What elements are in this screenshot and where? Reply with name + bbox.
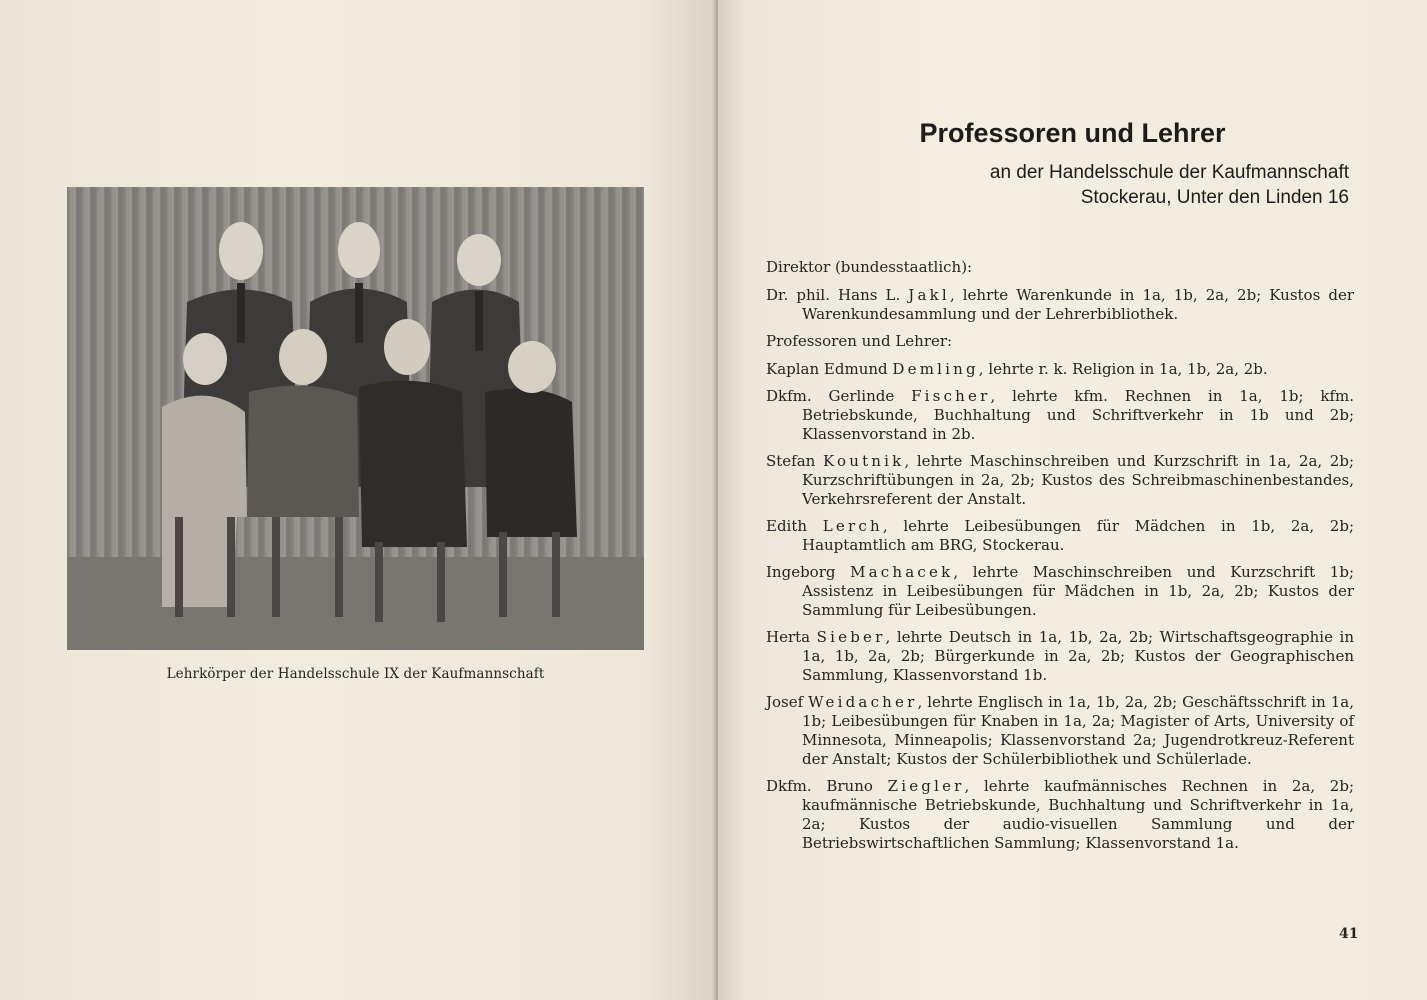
- staff-list: [766, 258, 1354, 861]
- director-label: Direktor (bundesstaatlich):: [766, 258, 973, 276]
- staff-entry: [766, 777, 1354, 853]
- entry-surname: Lerch: [822, 517, 883, 535]
- staff-group-photo: [67, 187, 644, 650]
- entry-text: , lehrte kaufmännisches Rechnen in 2a, 2b; kaufmännische Betriebskunde, Buchhaltung und Schriftverkehr in 1a, 2a; Kustos der audio-visuellen Sammlung und der Betriebswirtschaftlichen Sammlung; Klassenvorstand 1a.: [802, 777, 1354, 852]
- staff-entry: [766, 517, 1354, 555]
- entry-surname: Machacek: [850, 563, 954, 581]
- entry-prefix: Kaplan Edmund: [766, 360, 893, 378]
- page-title: Professoren und Lehrer: [919, 118, 1226, 148]
- entry-surname: Fischer: [911, 387, 991, 405]
- entry-prefix: Dkfm. Gerlinde: [766, 387, 912, 405]
- entry-text: , lehrte kfm. Rechnen in 1a, 1b; kfm. Betriebskunde, Buchhaltung und Schriftverkehr in 1b und 2b; Klassenvorstand in 2b.: [802, 387, 1354, 443]
- page-number: 41: [1339, 926, 1359, 942]
- staff-entry: [766, 452, 1354, 509]
- staff-label: Professoren und Lehrer:: [766, 332, 953, 350]
- page-subtitle-school: an der Handelsschule der Kaufmannschaft: [989, 162, 1349, 183]
- entry-prefix: Ingeborg: [766, 563, 851, 581]
- entry-surname: Koutnik: [822, 452, 905, 470]
- page-subtitle-address: Stockerau, Unter den Linden 16: [1080, 187, 1349, 208]
- staff-entry: [766, 360, 1354, 379]
- entry-text: , lehrte r. k. Religion in 1a, 1b, 2a, 2b.: [978, 360, 1268, 378]
- photo-caption: Lehrkörper der Handelsschule IX der Kaufmannschaft: [166, 666, 545, 682]
- entry-prefix: Josef: [766, 693, 809, 711]
- staff-entry: [766, 628, 1354, 685]
- entry-text: , lehrte Leibesübungen für Mädchen in 1b, 2a, 2b; Hauptamtlich am BRG, Stockerau.: [802, 517, 1354, 554]
- staff-entry: [766, 693, 1354, 769]
- entry-text: , lehrte Maschinschreiben und Kurzschrift 1b; Assistenz in Leibesübungen für Mädchen in 1b, 2a, 2b; Kustos der Sammlung für Leibesübungen.: [802, 563, 1354, 619]
- entry-text: , lehrte Deutsch in 1a, 1b, 2a, 2b; Wirtschaftsgeographie in 1a, 1b, 2a, 2b; Bürgerkunde in 2a, 2b; Kustos der Geographischen Sammlung, Klassenvorstand 1b.: [802, 628, 1354, 684]
- entry-surname: Demling: [892, 360, 979, 378]
- entry-text: , lehrte Maschinschreiben und Kurzschrift in 1a, 2a, 2b; Kurzschriftübungen in 2a, 2b; Kustos des Schreibmaschinenbestandes, Verkehrsreferent der Anstalt.: [802, 452, 1355, 508]
- group-photo-image: [67, 187, 644, 650]
- entry-surname: Weidacher: [808, 693, 918, 711]
- entry-prefix: Dr. phil. Hans L.: [766, 286, 909, 304]
- entry-text: , lehrte Warenkunde in 1a, 1b, 2a, 2b; Kustos der Warenkundesammlung und der Lehrerbibliothek.: [802, 286, 1354, 323]
- entry-prefix: Dkfm. Bruno: [766, 777, 888, 795]
- entry-surname: Jakl: [908, 286, 950, 304]
- staff-entry: [766, 563, 1354, 620]
- entry-surname: Sieber: [816, 628, 886, 646]
- director-entry: [766, 286, 1354, 324]
- entry-prefix: Edith: [766, 517, 823, 535]
- entry-prefix: Stefan: [766, 452, 823, 470]
- staff-entry: [766, 387, 1354, 444]
- entry-text: , lehrte Englisch in 1a, 1b, 2a, 2b; Geschäftsschrift in 1a, 1b; Leibesübungen für Knaben in 1a, 2a; Magister of Arts, University of Minnesota, Minneapolis; Klassenvorstand 2a; Jugendrotkreuz-Referent der Anstalt; Kustos der Schülerbibliothek und Schülerlade.: [802, 693, 1354, 768]
- entry-prefix: Herta: [766, 628, 817, 646]
- entry-surname: Ziegler: [887, 777, 965, 795]
